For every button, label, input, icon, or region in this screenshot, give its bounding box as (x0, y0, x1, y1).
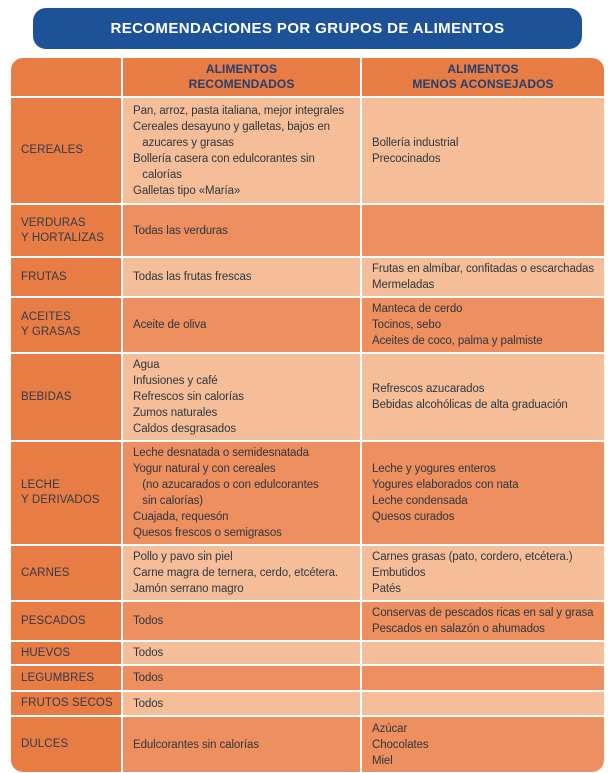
less-advised-cell (362, 602, 604, 640)
recommended-cell (123, 717, 360, 772)
cell-line: Todas las verduras (133, 224, 228, 237)
cell-line: Agua (133, 359, 160, 371)
cell-line: Pan, arroz, pasta italiana, mejor integrales (133, 104, 345, 117)
cell-line: Carne magra de ternera, cerdo, etcétera. (133, 567, 339, 579)
group-label-line: FRUTAS (21, 270, 67, 283)
header-less-advised-line2: MENOS ACONSEJADOS (412, 77, 554, 91)
header-empty-cell (11, 58, 121, 96)
group-label-line: Y HORTALIZAS (21, 231, 105, 244)
rows-container (11, 98, 604, 772)
cell-line: Azúcar (372, 722, 408, 735)
table-row (11, 717, 604, 772)
cell-line: Jamón serrano magro (133, 583, 244, 595)
cell-line: Leche y yogures enteros (372, 463, 496, 475)
recommended-cell (123, 642, 360, 664)
cell-line: (no azucarados o con edulcorantes (133, 479, 319, 491)
group-label-line: BEBIDAS (21, 390, 72, 403)
food-table (11, 58, 604, 772)
cell-line: Patés (372, 583, 401, 595)
group-label-line: VERDURAS (21, 216, 86, 229)
header-recommended-line2: RECOMENDADOS (188, 77, 295, 91)
cell-line: Tocinos, sebo (372, 319, 442, 331)
cell-line: sin calorías) (133, 495, 203, 507)
group-label-line: HUEVOS (21, 646, 71, 659)
cell-line: Frutas en almíbar, confitadas o escarchadas (372, 263, 594, 275)
recommended-cell (123, 98, 360, 203)
less-advised-cell (362, 546, 604, 600)
group-cell (11, 442, 121, 544)
page-title: RECOMENDACIONES POR GRUPOS DE ALIMENTOS (110, 20, 505, 37)
cell-line: Conservas de pescados ricas en sal y grasa (372, 607, 594, 619)
group-cell (11, 354, 121, 440)
cell-line: Embutidos (372, 567, 426, 579)
recommended-cell (123, 692, 360, 715)
group-cell (11, 642, 121, 664)
cell-line: Todos (133, 672, 164, 684)
table-row (11, 205, 604, 256)
cell-line: Bebidas alcohólicas de alta graduación (372, 399, 568, 411)
table-row (11, 258, 604, 296)
cell-line: Aceites de coco, palma y palmiste (372, 335, 543, 347)
group-label-line: FRUTOS SECOS (21, 697, 113, 709)
header-recommended-cell (123, 58, 360, 96)
cell-line: Todas las frutas frescas (133, 271, 252, 283)
group-cell (11, 298, 121, 352)
cell-line: Cereales desayuno y galletas, bajos en (133, 120, 330, 133)
cell-line: Aceite de oliva (133, 319, 207, 331)
table-row (11, 546, 604, 600)
cell-line: Bollería industrial (372, 136, 459, 149)
cell-line: Yogur natural y con cereales (133, 463, 276, 475)
title-bar (33, 8, 582, 49)
cell-line: Zumos naturales (133, 407, 218, 419)
group-cell (11, 205, 121, 256)
cell-line: Precocinados (372, 152, 441, 165)
cell-line: Manteca de cerdo (372, 303, 463, 315)
header-less-advised-cell (362, 58, 604, 96)
cell-line: Pescados en salazón o ahumados (372, 623, 545, 635)
less-advised-cell (362, 692, 604, 715)
recommended-cell (123, 258, 360, 296)
group-cell (11, 717, 121, 772)
cell-line: Mermeladas (372, 279, 435, 291)
table-row (11, 98, 604, 203)
cell-line: azucares y grasas (133, 136, 234, 149)
cell-line: Chocolates (372, 738, 429, 751)
group-label-line: DULCES (21, 738, 69, 750)
recommended-cell (123, 442, 360, 544)
less-advised-cell (362, 205, 604, 256)
group-cell (11, 692, 121, 715)
cell-line: Quesos curados (372, 511, 455, 523)
group-label-line: CEREALES (21, 144, 84, 156)
header-recommended-line1: ALIMENTOS (205, 62, 278, 76)
recommended-cell (123, 298, 360, 352)
table-row (11, 442, 604, 544)
group-label-line: PESCADOS (21, 614, 86, 627)
less-advised-cell (362, 666, 604, 690)
cell-line: Galletas tipo «María» (133, 184, 241, 197)
less-advised-cell (362, 642, 604, 664)
cell-line: Caldos desgrasados (133, 423, 237, 435)
recommended-cell (123, 546, 360, 600)
group-cell (11, 98, 121, 203)
group-cell (11, 666, 121, 690)
table-row (11, 602, 604, 640)
recommended-cell (123, 205, 360, 256)
recommended-cell (123, 354, 360, 440)
group-label-line: LECHE (21, 479, 60, 491)
less-advised-cell (362, 442, 604, 544)
group-cell (11, 258, 121, 296)
group-label-line: Y GRASAS (21, 326, 81, 338)
group-label-line: LEGUMBRES (21, 671, 95, 684)
less-advised-cell (362, 354, 604, 440)
cell-line: calorías (133, 168, 182, 181)
cell-line: Edulcorantes sin calorías (133, 738, 259, 751)
cell-line: Todos (133, 697, 164, 710)
table-row (11, 642, 604, 664)
cell-line: Refrescos azucarados (372, 383, 485, 395)
less-advised-cell (362, 717, 604, 772)
cell-line: Yogures elaborados con nata (372, 479, 519, 491)
group-label-line: CARNES (21, 566, 70, 579)
cell-line: Todos (133, 647, 164, 659)
group-cell (11, 602, 121, 640)
cell-line: Refrescos sin calorías (133, 391, 244, 403)
table-row (11, 692, 604, 715)
table-row (11, 354, 604, 440)
table-header-row (11, 58, 604, 96)
table-row (11, 666, 604, 690)
group-cell (11, 546, 121, 600)
less-advised-cell (362, 98, 604, 203)
cell-line: Leche desnatada o semidesnatada (133, 447, 309, 459)
cell-line: Miel (372, 754, 393, 767)
cell-line: Quesos frescos o semigrasos (133, 527, 282, 539)
group-label-line: Y DERIVADOS (21, 494, 100, 506)
less-advised-cell (362, 258, 604, 296)
cell-line: Leche condensada (372, 495, 468, 507)
recommended-cell (123, 602, 360, 640)
header-less-advised-line1: ALIMENTOS (447, 62, 519, 76)
less-advised-cell (362, 298, 604, 352)
cell-line: Cuajada, requesón (133, 511, 229, 523)
cell-line: Carnes grasas (pato, cordero, etcétera.) (372, 551, 573, 563)
cell-line: Pollo y pavo sin piel (133, 551, 233, 563)
cell-line: Bollería casera con edulcorantes sin (133, 152, 315, 165)
group-label-line: ACEITES (21, 311, 71, 323)
cell-line: Todos (133, 615, 164, 627)
table-row (11, 298, 604, 352)
cell-line: Infusiones y café (133, 375, 218, 387)
recommended-cell (123, 666, 360, 690)
